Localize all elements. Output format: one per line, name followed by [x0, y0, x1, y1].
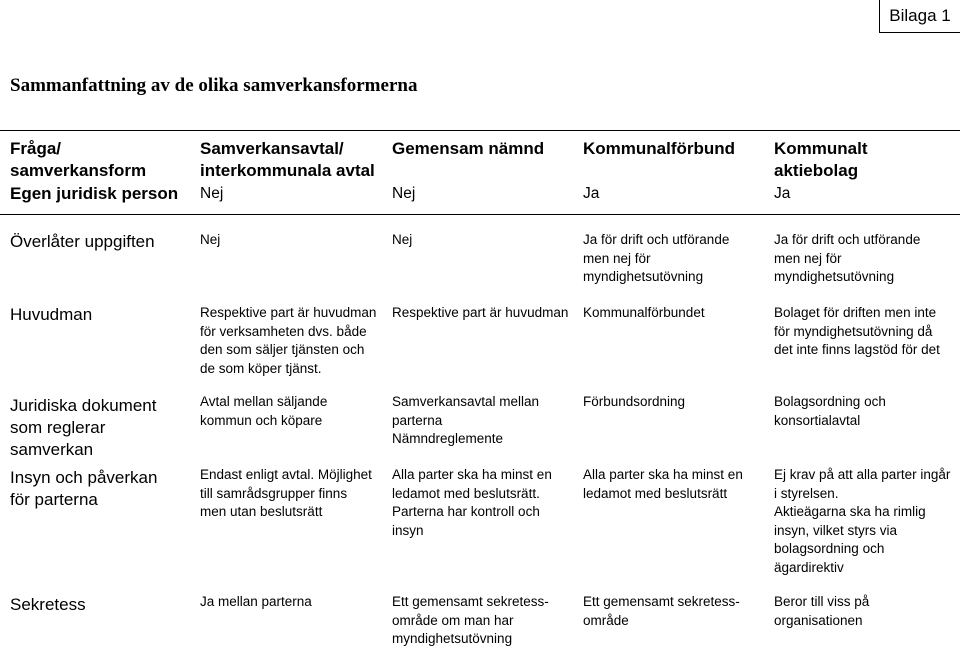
cell-insyn-avtal: Endast enligt avtal. Möjlighet till samrådsgrupper finns men utan beslutsrätt [200, 467, 372, 519]
header-col-avtal: Samverkansavtal/ interkommunala avtal [200, 139, 375, 180]
cell-huvudman-forbund: Kommunalförbundet [583, 305, 705, 320]
header-col-forbund: Kommunalförbund [583, 139, 736, 158]
cell-overlater-forbund: Ja för drift och utförande men nej för myndighetsutövning [583, 232, 730, 284]
cell-juridisk-forbund: Ja [583, 185, 600, 202]
cell-sekretess-namnd: Ett gemensamt sekretess- område om man har myndighetsutövning [392, 594, 549, 646]
cell-overlater-namnd: Nej [392, 232, 413, 247]
row-divider [0, 214, 960, 215]
cell-huvudman-aktiebolag: Bolaget för driften men inte för myndighetsutövning då det inte finns lagstöd för det [774, 305, 940, 357]
cell-sekretess-forbund: Ett gemensamt sekretess- område [583, 594, 740, 628]
cell-dokument-namnd: Samverkansavtal mellan parterna Nämndreglemente [392, 394, 540, 446]
header-col-namnd: Gemensam nämnd [392, 139, 545, 158]
cell-overlater-aktiebolag: Ja för drift och utförande men nej för myndighetsutövning [774, 232, 921, 284]
row-label-sekretess: Sekretess [10, 595, 86, 614]
header-col-aktiebolag: Kommunalt aktiebolag [774, 139, 868, 180]
row-label-insyn: Insyn och påverkan för parterna [10, 468, 158, 509]
cell-huvudman-avtal: Respektive part är huvudman för verksamheten dvs. både den som säljer tjänsten och de som köper tjänst. [200, 305, 377, 376]
cell-juridisk-namnd: Nej [392, 185, 416, 202]
cell-sekretess-avtal: Ja mellan parterna [200, 594, 312, 609]
cell-dokument-aktiebolag: Bolagsordning och konsortialavtal [774, 394, 886, 428]
cell-juridisk-avtal: Nej [200, 185, 224, 202]
summary-table [0, 130, 960, 648]
cell-insyn-aktiebolag: Ej krav på att alla parter ingår i styrelsen. Aktieägarna ska ha rimlig insyn, vilket styrs via bolagsordning och ägardirektiv [774, 467, 951, 575]
cell-juridisk-aktiebolag: Ja [774, 185, 791, 202]
cell-insyn-namnd: Alla parter ska ha minst en ledamot med beslutsrätt. Parterna har kontroll och insyn [392, 467, 552, 538]
header-question: Fråga/ samverkansform [10, 139, 147, 180]
row-label-overlater: Överlåter uppgiften [10, 232, 155, 251]
cell-dokument-forbund: Förbundsordning [583, 394, 686, 409]
cell-dokument-avtal: Avtal mellan säljande kommun och köpare [200, 394, 328, 428]
cell-sekretess-aktiebolag: Beror till viss på organisationen [774, 594, 870, 628]
cell-huvudman-namnd: Respektive part är huvudman [392, 305, 569, 320]
cell-overlater-avtal: Nej [200, 232, 221, 247]
page-title: Sammanfattning av de olika samverkansformerna [10, 75, 418, 96]
row-label-dokument: Juridiska dokument som reglerar samverkan [10, 396, 157, 459]
cell-insyn-forbund: Alla parter ska ha minst en ledamot med beslutsrätt [583, 467, 743, 501]
row-label-juridisk: Egen juridisk person [10, 184, 179, 203]
page-label: Bilaga 1 [879, 0, 960, 33]
row-label-huvudman: Huvudman [10, 305, 93, 324]
